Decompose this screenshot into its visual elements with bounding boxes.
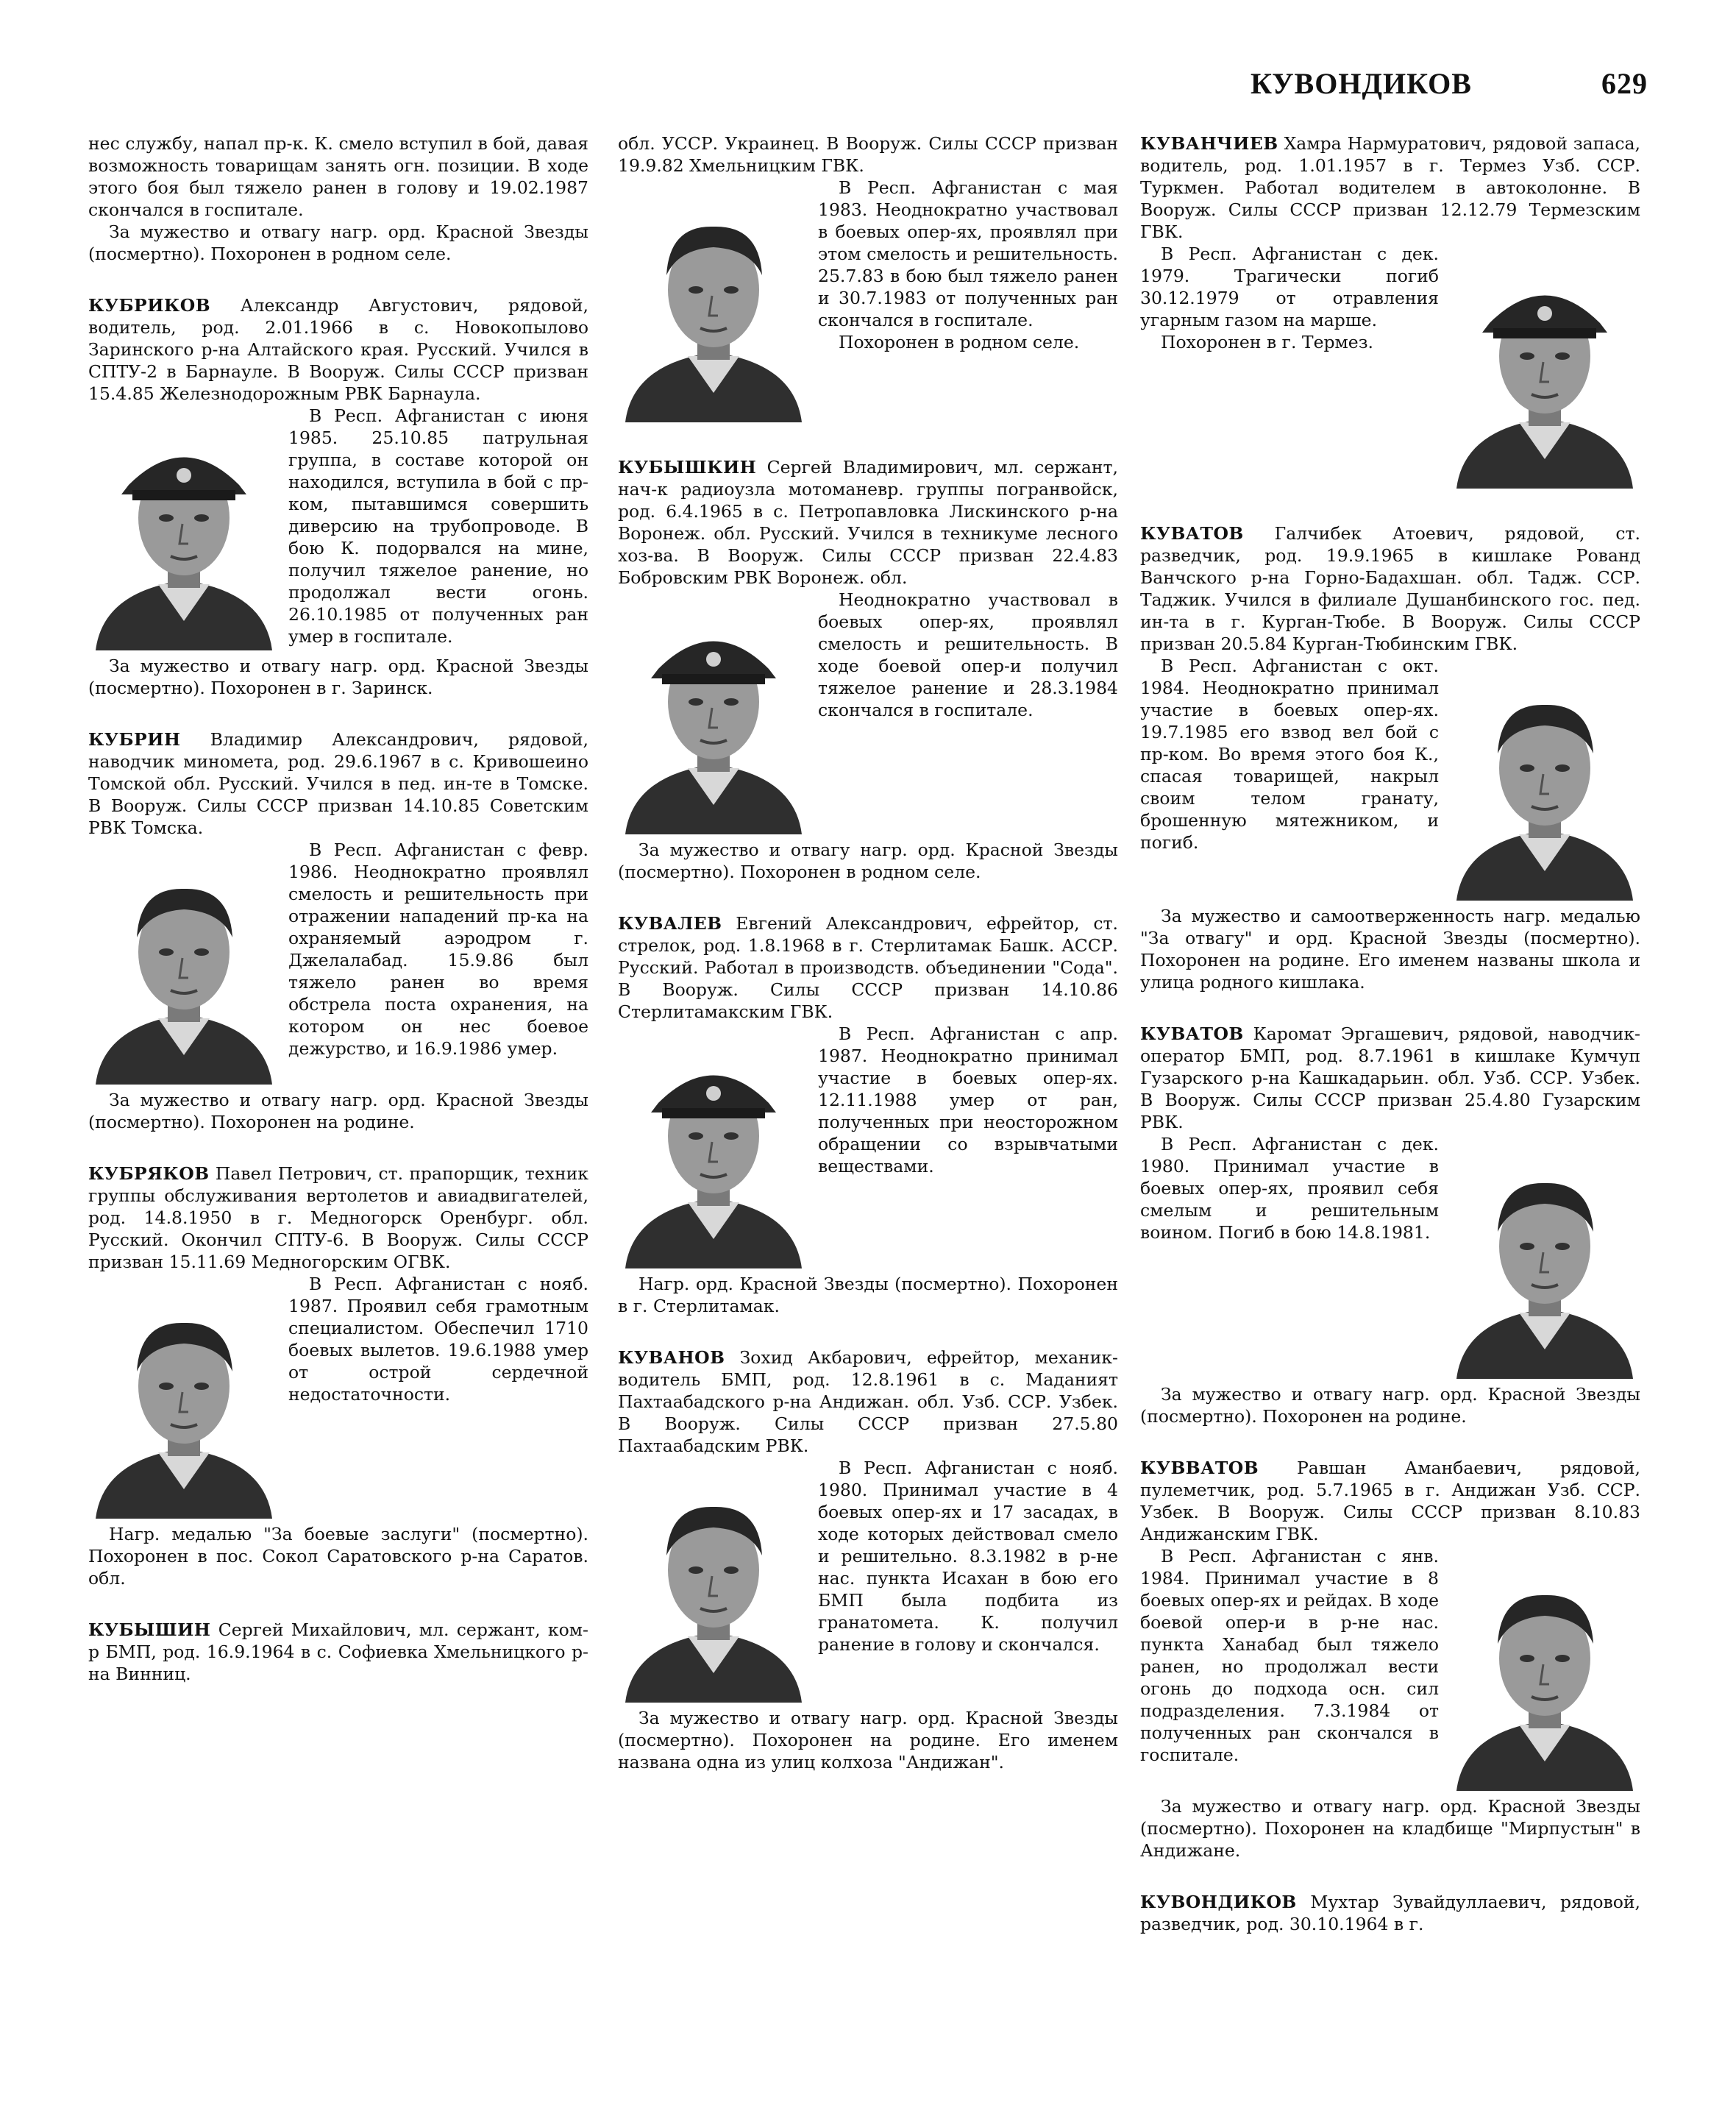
portrait-image	[618, 1460, 809, 1703]
entry-kuvvatov: КУВВАТОВ Равшан Аманбаевич, рядовой, пулеметчик, род. 5.7.1965 в г. Андижан Узб. ССР. Узбек. В Вооруж. Силы СССР призван 8.10.83 Андижанским ГВК. В Респ. Афганистан с янв. 1984. Принимал участие в 8 боевых опер-ях и рейдах. В ходе боевой опер-и в р-не нас. пункта Ханабад был тяжело ранен, но продолжал вести огонь до подхода осн. сил подразделения. 7.3.1984 от полученных ран скончался в госпитале. За мужество и отвагу нагр. орд. Красной Звезды (посмертно). Похоронен на кладбище "Мирпустын" в Андижане.	[1140, 1458, 1640, 1861]
column-3	[1140, 132, 1640, 1965]
entry-kuvondikov: КУВОНДИКОВ Мухтар Зувайдуллаевич, рядовой, разведчик, род. 30.10.1964 в г.	[1140, 1892, 1640, 1934]
entry-kuvanchiev: КУВАНЧИЕВ Хамра Нармуратович, рядовой запаса, водитель, род. 1.01.1957 в г. Термез Узб. ССР. Туркмен. Работал водителем в автоколонне. В Вооруж. Силы СССР призван 12.12.79 Термезским ГВК. В Респ. Афганистан с дек. 1979. Трагически погиб 30.12.1979 от отравления угарным газом на марше. Похоронен в г. Термез.	[1140, 132, 1640, 493]
column-2	[618, 132, 1118, 1803]
portrait-photo	[88, 408, 280, 650]
entry-name: КУВАТОВ	[1140, 523, 1244, 544]
portrait-image	[88, 408, 280, 650]
entry-name: КУВАЛЕВ	[618, 913, 722, 934]
page-number: 629	[1601, 67, 1648, 100]
portrait-image	[88, 842, 280, 1085]
portrait-image	[1449, 1548, 1640, 1791]
portrait-image	[1449, 658, 1640, 901]
entry-name: КУБРИКОВ	[88, 295, 211, 316]
portrait-photo	[1449, 1548, 1640, 1791]
entry-kuvatov-g: КУВАТОВ Галчибек Атоевич, рядовой, ст. разведчик, род. 19.9.1965 в кишлаке Рованд Ванчского р-на Горно-Бадахшан. обл. Тадж. ССР. Таджик. Учился в филиале Душанбинского гос. пед. ин-та в г. Курган-Тюбе. В Вооруж. Силы СССР призван 20.5.84 Курган-Тюбинским ГВК. В Респ. Афганистан с окт. 1984. Неоднократно принимал участие в боевых опер-ях. 19.7.1985 его взвод вел бой с пр-ком. Во время этого боя К., спасая товарищей, накрыл своим телом гранату, брошенную мятежником, и погиб. За мужество и самоотверженность нагр. медалью "За отвагу" и орд. Красной Звезды (посмертно). Похоронен на родине. Его именем названы школа и улица родного кишлака.	[1140, 523, 1640, 993]
entry-name: КУБРЯКОВ	[88, 1163, 210, 1184]
continuation-text: нес службу, напал пр-к. К. смело вступил в бой, давая возможность товарищам занять огн. позиции. В ходе этого боя был тяжело ранен в голову и 19.02.1987 скончался в госпитале. За мужество и отвагу нагр. орд. Красной Звезды (посмертно). Похоронен в родном селе.	[88, 133, 588, 264]
entry-name: КУВОНДИКОВ	[1140, 1892, 1297, 1912]
entry-kubrikov: КУБРИКОВ Александр Августович, рядовой, водитель, род. 2.01.1966 в с. Новокопылово Заринского р-на Алтайского края. Русский. Учился в СПТУ-2 в Барнауле. В Вооруж. Силы СССР призван 15.4.85 Железнодорожным РВК Барнаула. В Респ. Афганистан с июня 1985. 25.10.85 патрульная группа, в составе которой он находился, вступила в бой с пр-ком, пытавшимся совершить диверсию на трубопроводе. В бою К. подорвался на мине, получил тяжелое ранение, но продолжал вести огонь. 26.10.1985 от полученных ран умер в госпитале. За мужество и отвагу нагр. орд. Красной Звезды (посмертно). Похоронен в г. Заринск.	[88, 295, 588, 698]
portrait-photo	[1449, 246, 1640, 489]
running-head: КУВОНДИКОВ	[1251, 67, 1472, 100]
entry-kuvanov: КУВАНОВ Зохид Акбарович, ефрейтор, механик-водитель БМП, род. 12.8.1961 в с. Маданият Пахтаабадского р-на Андижан. обл. Узб. ССР. Узбек. В Вооруж. Силы СССР призван 27.5.80 Пахтаабадским РВК. В Респ. Афганистан с нояб. 1980. Принимал участие в 4 боевых опер-ях и 17 засадах, в ходе которых действовал смело и решительно. 8.3.1982 в р-не нас. пункта Исахан в бою его БМП была подбита из гранатомета. К. получил ранение в голову и скончался. За мужество и отвагу нагр. орд. Красной Звезды (посмертно). Похоронен на родине. Его именем названа одна из улиц колхоза "Андижан".	[618, 1347, 1118, 1772]
entry-name: КУБЫШКИН	[618, 457, 757, 478]
portrait-photo	[618, 1460, 809, 1703]
entry-name: КУБЫШИН	[88, 1619, 211, 1640]
portrait-photo	[618, 1026, 809, 1268]
portrait-photo	[618, 180, 809, 422]
page-header	[1251, 66, 1648, 110]
entry-kubyshkin: КУБЫШКИН Сергей Владимирович, мл. сержант, нач-к радиоузла мотоманевр. группы погранвойск, род. 6.4.1965 в с. Петропавловка Лискинского р-на Воронеж. обл. Русский. Учился в техникуме лесного хоз-ва. В Вооруж. Силы СССР призван 22.4.83 Бобровским РВК Воронеж. обл. Неоднократно участвовал в боевых опер-ях, проявлял смелость и решительность. В ходе боевой опер-и получил тяжелое ранение и 28.3.1984 скончался в госпитале. За мужество и отвагу нагр. орд. Красной Звезды (посмертно). Похоронен в родном селе.	[618, 457, 1118, 882]
portrait-image	[1449, 246, 1640, 489]
portrait-photo	[88, 1276, 280, 1519]
entry-name: КУВАНОВ	[618, 1347, 725, 1368]
entry-kuvalev: КУВАЛЕВ Евгений Александрович, ефрейтор, ст. стрелок, род. 1.8.1968 в г. Стерлитамак Башк. АССР. Русский. Работал в производств. объединении "Сода". В Вооруж. Силы СССР призван 14.10.86 Стерлитамакским ГВК. В Респ. Афганистан с апр. 1987. Неоднократно принимал участие в боевых опер-ях. 12.11.1988 умер от ран, полученных при неосторожном обращении со взрывчатыми веществами. Нагр. орд. Красной Звезды (посмертно). Похоронен в г. Стерлитамак.	[618, 913, 1118, 1316]
portrait-image	[618, 592, 809, 834]
portrait-image	[618, 1026, 809, 1268]
portrait-image	[88, 1276, 280, 1519]
continuation-text: обл. УССР. Украинец. В Вооруж. Силы СССР призван 19.9.82 Хмельницким ГВК. В Респ. Афганистан с мая 1983. Неоднократно участвовал в боевых опер-ях, проявлял при этом смелость и решительность. 25.7.83 в бою был тяжело ранен и 30.7.1983 от полученных ран скончался в госпитале. Похоронен в родном селе.	[618, 132, 1118, 427]
portrait-photo	[1449, 1136, 1640, 1379]
column-1	[88, 132, 588, 1714]
portrait-photo	[1449, 658, 1640, 901]
portrait-photo	[88, 842, 280, 1085]
portrait-photo	[618, 592, 809, 834]
entry-name: КУВАТОВ	[1140, 1023, 1244, 1044]
portrait-image	[618, 180, 809, 422]
entry-kubryakov: КУБРЯКОВ Павел Петрович, ст. прапорщик, техник группы обслуживания вертолетов и авиадвигателей, род. 14.8.1950 в г. Медногорск Оренбург. обл. Русский. Окончил СПТУ-6. В Вооруж. Силы СССР призван 15.11.69 Медногорским ОГВК. В Респ. Афганистан с нояб. 1987. Проявил себя грамотным специалистом. Обеспечил 1710 боевых вылетов. 19.6.1988 умер от острой сердечной недостаточности. Нагр. медалью "За боевые заслуги" (посмертно). Похоронен в пос. Сокол Саратовского р-на Саратов. обл.	[88, 1163, 588, 1589]
entry-kuvatov-k: КУВАТОВ Каромат Эргашевич, рядовой, наводчик-оператор БМП, род. 8.7.1961 в кишлаке Кумчуп Гузарского р-на Кашкадарьин. обл. Узб. ССР. Узбек. В Вооруж. Силы СССР призван 25.4.80 Гузарским РВК. В Респ. Афганистан с дек. 1980. Принимал участие в боевых опер-ях, проявил себя смелым и решительным воином. Погиб в бою 14.8.1981. За мужество и отвагу нагр. орд. Красной Звезды (посмертно). Похоронен на родине.	[1140, 1023, 1640, 1427]
entry-kubrin: КУБРИН Владимир Александрович, рядовой, наводчик миномета, род. 29.6.1967 в с. Кривошеино Томской обл. Русский. Учился в пед. ин-те в Томске. В Вооруж. Силы СССР призван 14.10.85 Советским РВК Томска. В Респ. Афганистан с февр. 1986. Неоднократно проявлял смелость и решительность при отражении нападений пр-ка на охраняемый аэродром г. Джелалабад. 15.9.86 был тяжело ранен во время обстрела поста охранения, на котором он нес боевое дежурство, и 16.9.1986 умер. За мужество и отвагу нагр. орд. Красной Звезды (посмертно). Похоронен на родине.	[88, 729, 588, 1132]
entry-name: КУБРИН	[88, 729, 181, 750]
portrait-image	[1449, 1136, 1640, 1379]
entry-name: КУВВАТОВ	[1140, 1458, 1259, 1478]
entry-name: КУВАНЧИЕВ	[1140, 133, 1278, 154]
entry-kubyshin: КУБЫШИН Сергей Михайлович, мл. сержант, ком-р БМП, род. 16.9.1964 в с. Софиевка Хмельницкого р-на Винниц.	[88, 1619, 588, 1684]
